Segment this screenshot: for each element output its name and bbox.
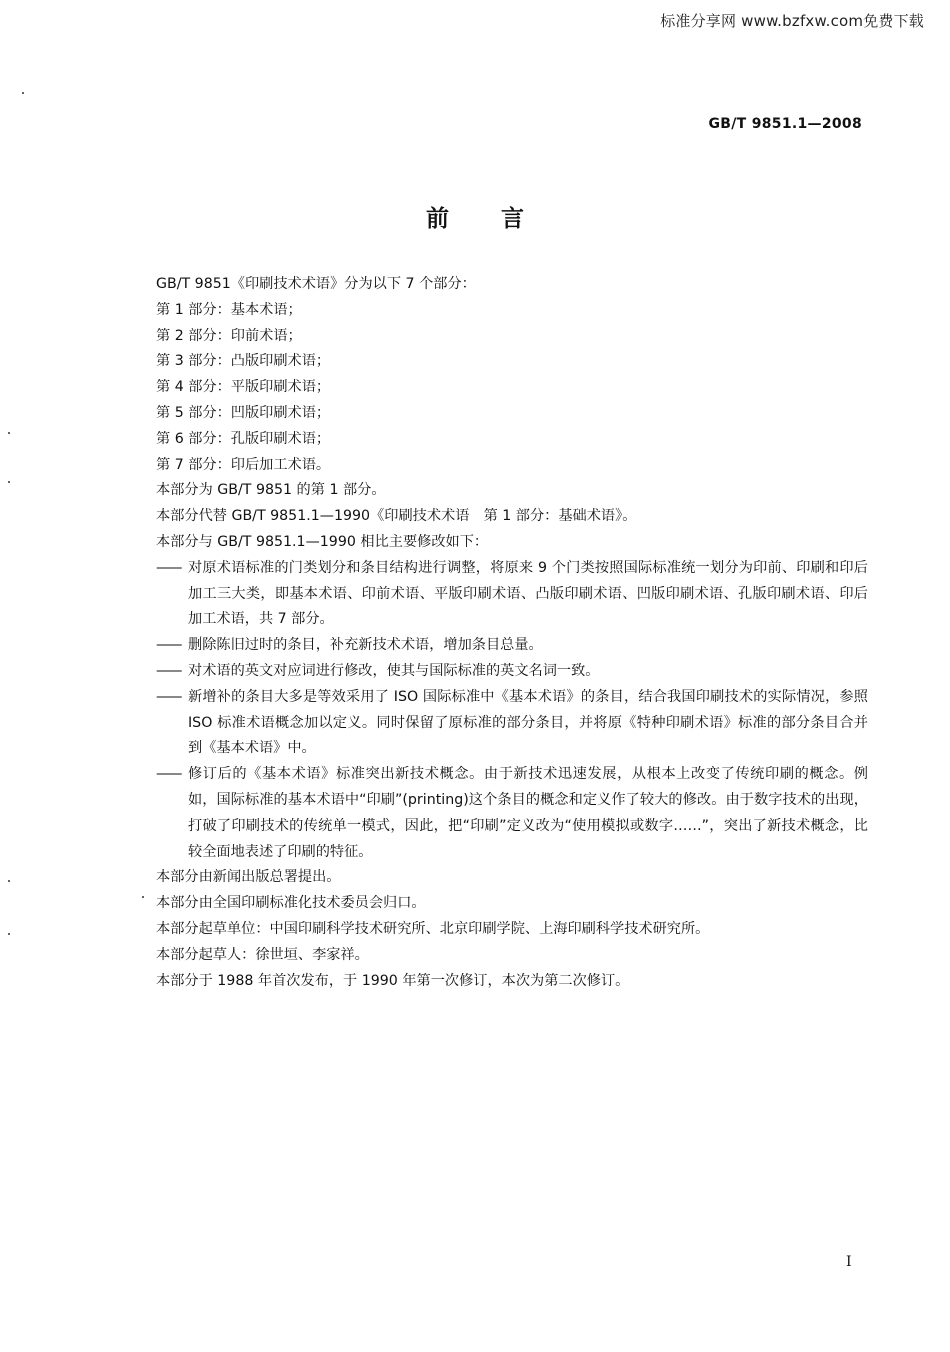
change-item [156, 659, 868, 685]
page-title: 前言 [426, 206, 576, 232]
scan-speck [142, 896, 144, 898]
change-text: 修订后的《基本术语》标准突出新技术概念。由于新技术迅速发展，从根本上改变了传统印刷的概念。例如，国际标准的基本术语中“印刷”(printing)这个条目的概念和定义作了较大的修改。由于数字技术的出现，打破了印刷技术的传统单一模式，因此，把“印刷”定义改为“使用模拟或数字……”，突出了新技术概念，比较全面地表述了印刷的特征。 [188, 766, 868, 860]
proposer-statement: 本部分由新闻出版总署提出。 [156, 869, 341, 886]
scan-speck [22, 92, 24, 94]
watermark-text: 标准分享网 www.bzfxw.com免费下载 [660, 12, 924, 30]
change-text: 对原术语标准的门类划分和条目结构进行调整，将原来 9 个门类按照国际标准统一划分为印前、印刷和印后加工三大类，即基本术语、印前术语、平版印刷术语、凸版印刷术语、凹版印刷术语、孔版印刷术语、印后加工术语，共 7 部分。 [188, 559, 868, 628]
scan-speck [8, 880, 10, 882]
foreword-body [156, 272, 868, 994]
changes-intro: 本部分与 GB/T 9851.1—1990 相比主要修改如下： [156, 533, 489, 550]
change-item [156, 685, 868, 762]
page-number: I [846, 1254, 852, 1270]
change-text: 对术语的英文对应词进行修改，使其与国际标准的英文名词一致。 [188, 662, 600, 679]
scope-statement: 本部分为 GB/T 9851 的第 1 部分。 [156, 482, 386, 499]
dash-marker: —— [156, 559, 181, 576]
part-list-item: 第 6 部分：孔版印刷术语； [156, 430, 331, 447]
part-list-item: 第 4 部分：平版印刷术语； [156, 379, 331, 396]
dash-marker: —— [156, 688, 181, 705]
committee-statement: 本部分由全国印刷标准化技术委员会归口。 [156, 895, 426, 912]
dash-marker: —— [156, 637, 181, 654]
change-item [156, 762, 868, 865]
scan-speck [8, 933, 10, 935]
drafters: 本部分起草人：徐世垣、李家祥。 [156, 946, 369, 963]
dash-marker: —— [156, 662, 181, 679]
drafting-units: 本部分起草单位：中国印刷科学技术研究所、北京印刷学院、上海印刷科学技术研究所。 [156, 920, 710, 937]
part-list-item: 第 7 部分：印后加工术语。 [156, 456, 331, 473]
change-item [156, 556, 868, 633]
dash-marker: —— [156, 766, 181, 783]
part-list-item: 第 3 部分：凸版印刷术语； [156, 353, 331, 370]
scan-speck [8, 481, 10, 483]
part-list-item: 第 1 部分：基本术语； [156, 301, 302, 318]
change-text: 新增补的条目大多是等效采用了 ISO 国际标准中《基本术语》的条目，结合我国印刷技术的实际情况，参照 ISO 标准术语概念加以定义。同时保留了原标准的部分条目，并将原《特种印刷术语》标准的部分条目合并到《基本术语》中。 [188, 688, 868, 757]
publication-history: 本部分于 1988 年首次发布，于 1990 年第一次修订，本次为第二次修订。 [156, 972, 630, 989]
replaces-statement: 本部分代替 GB/T 9851.1—1990《印刷技术术语 第 1 部分：基础术语》。 [156, 508, 637, 525]
part-list-item: 第 2 部分：印前术语； [156, 327, 302, 344]
scan-speck [8, 432, 10, 434]
standard-code: GB/T 9851.1—2008 [708, 116, 862, 132]
intro-line: GB/T 9851《印刷技术术语》分为以下 7 个部分： [156, 276, 476, 292]
change-item [156, 633, 868, 659]
part-list-item: 第 5 部分：凹版印刷术语； [156, 404, 331, 421]
change-text: 删除陈旧过时的条目，补充新技术术语，增加条目总量。 [188, 637, 543, 654]
